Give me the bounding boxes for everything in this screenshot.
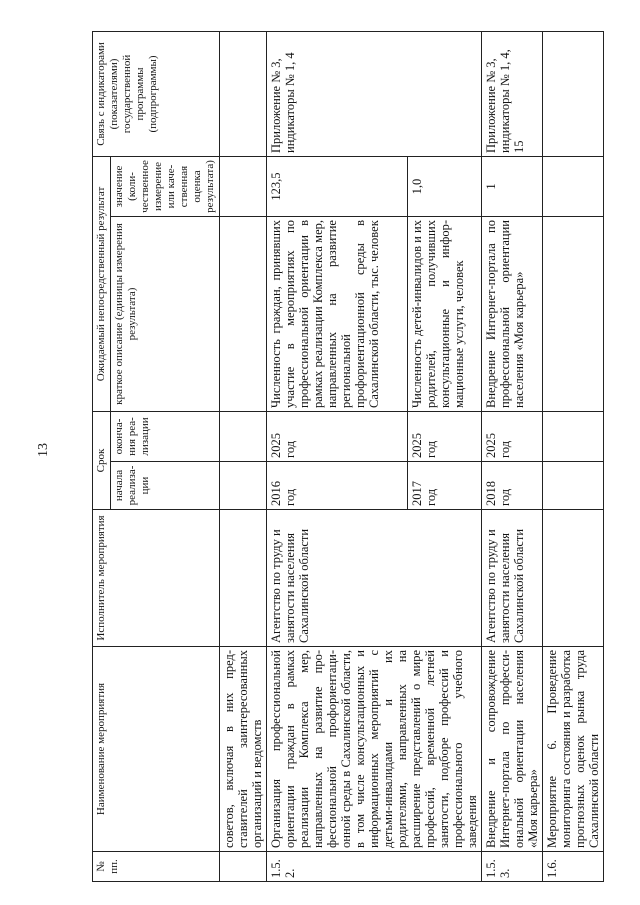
- row-name: советов, включая в них представителей заинтересованных организаций и ведомств: [220, 647, 267, 852]
- row-link: Приложение № 3, индикаторы № 1, 4: [267, 31, 482, 156]
- table-row: [220, 31, 267, 881]
- row-term-end: 2025 год: [408, 412, 482, 462]
- rotated-document-sheet: [36, 32, 604, 882]
- empty-cell: [220, 510, 267, 647]
- empty-cell: [543, 156, 604, 216]
- empty-cell: [220, 31, 267, 156]
- empty-cell: [220, 462, 267, 510]
- row-num: 1.6.: [543, 852, 604, 882]
- row-executor: Агентство по труду и занятости населения Сахалинской области: [482, 510, 543, 647]
- table-header-row: [93, 31, 111, 881]
- empty-cell: [543, 510, 604, 647]
- row-term-start: 2017 год: [408, 462, 482, 510]
- empty-cell: [220, 852, 267, 882]
- empty-cell: [543, 217, 604, 412]
- row-name: Внедрение и сопровождение Интернет-портала по профессиональной ориентации населения «Моя карьера»: [482, 647, 543, 852]
- row-name: Организация профессиональной ориентации граждан в рамках реализации Комплекса мер, направленных на развитие профессиональной профориентационной среды в Сахалинской области, в том числе консультационных и информационных мероприятий с детьми-инвалидами и их родителями, направленных на расширение представлений о мире профессий, временной летней занятости, подборе профессий и профессионального учебного заведения: [267, 647, 482, 852]
- row-result-value: 1,0: [408, 156, 482, 216]
- empty-cell: [543, 462, 604, 510]
- empty-cell: [543, 31, 604, 156]
- row-term-start: 2016 год: [267, 462, 408, 510]
- header-term-end: окончания реализации: [111, 412, 220, 462]
- header-name: Наименование мероприятия: [93, 647, 220, 852]
- row-num: 1.5.2.: [267, 852, 482, 882]
- table-row: [267, 31, 408, 881]
- row-link: Приложение № 3, индикаторы № 1, 4, 15: [482, 31, 543, 156]
- table-row: [543, 31, 604, 881]
- row-num: 1.5.3.: [482, 852, 543, 882]
- row-result-value: 123,5: [267, 156, 408, 216]
- header-num: № пп.: [93, 852, 220, 882]
- empty-cell: [220, 217, 267, 412]
- row-result-desc: Численность детей-инвалидов и их родителей, получивших консультационные и информационные услуги, человек: [408, 217, 482, 412]
- empty-cell: [220, 412, 267, 462]
- header-executor: Исполнитель мероприятия: [93, 510, 220, 647]
- row-executor: Агентство по труду и занятости населения Сахалинской области: [267, 510, 482, 647]
- row-result-value: 1: [482, 156, 543, 216]
- header-link: Связь с индикаторами (показателями) государственной программы (подпрограммы): [93, 31, 220, 156]
- row-term-end: 2025 год: [482, 412, 543, 462]
- row-result-desc: Численность граждан, принявших участие в мероприятиях по профессиональной ориентации в рамках реализации Комплекса мер, направленных на развитие региональной профориентационной среды в Сахалинской области, тыс. человек: [267, 217, 408, 412]
- activities-table: [92, 31, 604, 882]
- row-name: Мероприятие 6. Проведение мониторинга состояния и разработка прогнозных оценок рынка труда Сахалинской области: [543, 647, 604, 852]
- header-term: Срок: [93, 412, 111, 510]
- empty-cell: [220, 156, 267, 216]
- header-result: Ожидаемый непосредственный результат: [93, 156, 111, 411]
- header-result-desc: краткое описание (единицы измерения результата): [111, 217, 220, 412]
- row-term-start: 2018 год: [482, 462, 543, 510]
- table-row: [482, 31, 543, 881]
- empty-cell: [543, 412, 604, 462]
- row-result-desc: Внедрение Интернет-портала по профессиональной ориентации населения «Моя карьера»: [482, 217, 543, 412]
- header-result-value: значение (количественное измерение или качественная оценка результата): [111, 156, 220, 216]
- page-number: 13: [36, 443, 51, 457]
- row-term-end: 2025 год: [267, 412, 408, 462]
- header-term-start: начала реализации: [111, 462, 220, 510]
